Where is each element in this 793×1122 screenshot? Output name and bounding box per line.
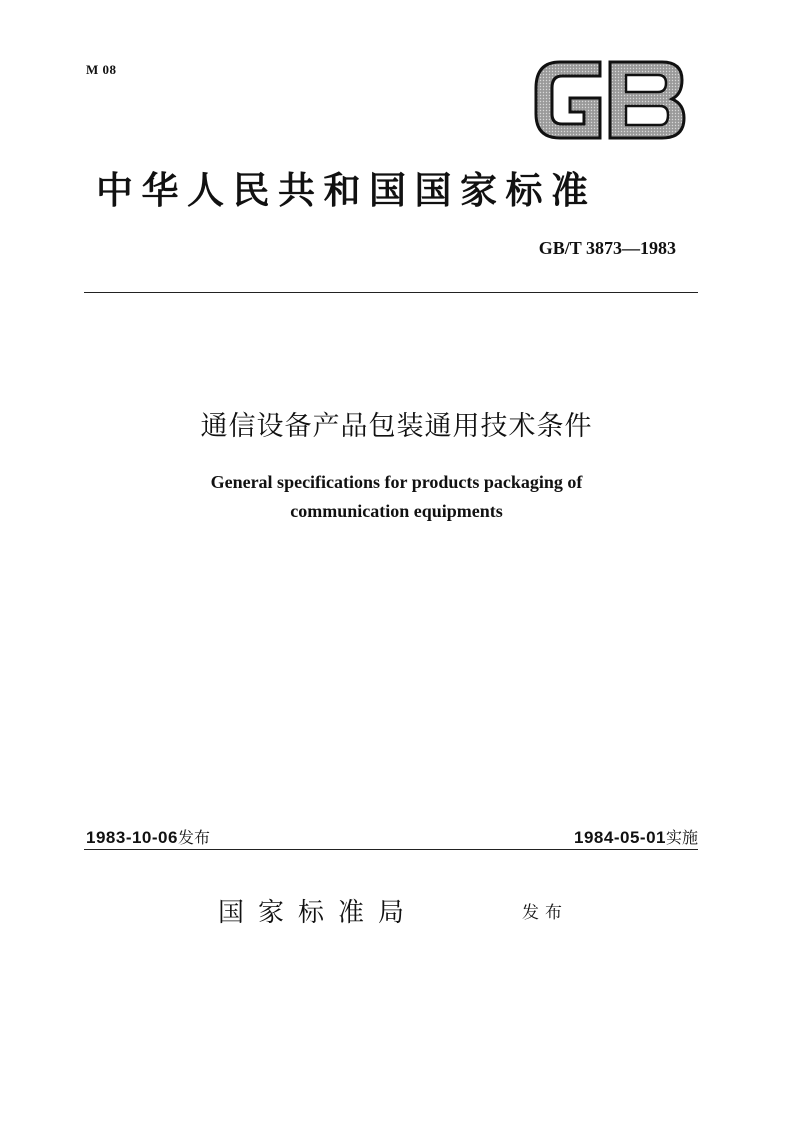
standard-number: GB/T 3873—1983 — [538, 238, 676, 258]
document-title-chinese: 通信设备产品包装通用技术条件 — [200, 411, 593, 442]
english-title-line-2: communication equipments — [290, 501, 503, 521]
standard-title: 中华人民共和国国家标准 — [96, 169, 597, 212]
implementation-date — [574, 825, 698, 848]
gb-logo-letter-b — [610, 62, 684, 138]
implementation-date-suffix: 实施 — [665, 828, 698, 847]
issue-label: 发布 — [522, 903, 568, 923]
issuing-authority: 国家标准局 — [218, 898, 419, 928]
english-title-line-1: General specifications for products packaging of — [210, 472, 583, 492]
implementation-date-value: 1984-05-01 — [574, 828, 666, 847]
issue-date-value: 1983-10-06 — [86, 828, 178, 847]
bottom-divider — [84, 849, 698, 850]
issue-date — [86, 825, 210, 848]
document-title-english — [0, 468, 793, 526]
classification-code: M 08 — [86, 62, 117, 77]
issue-date-suffix: 发布 — [177, 828, 210, 847]
gb-logo-letter-g — [536, 62, 600, 138]
gb-logo — [530, 58, 688, 142]
top-divider — [84, 292, 698, 293]
